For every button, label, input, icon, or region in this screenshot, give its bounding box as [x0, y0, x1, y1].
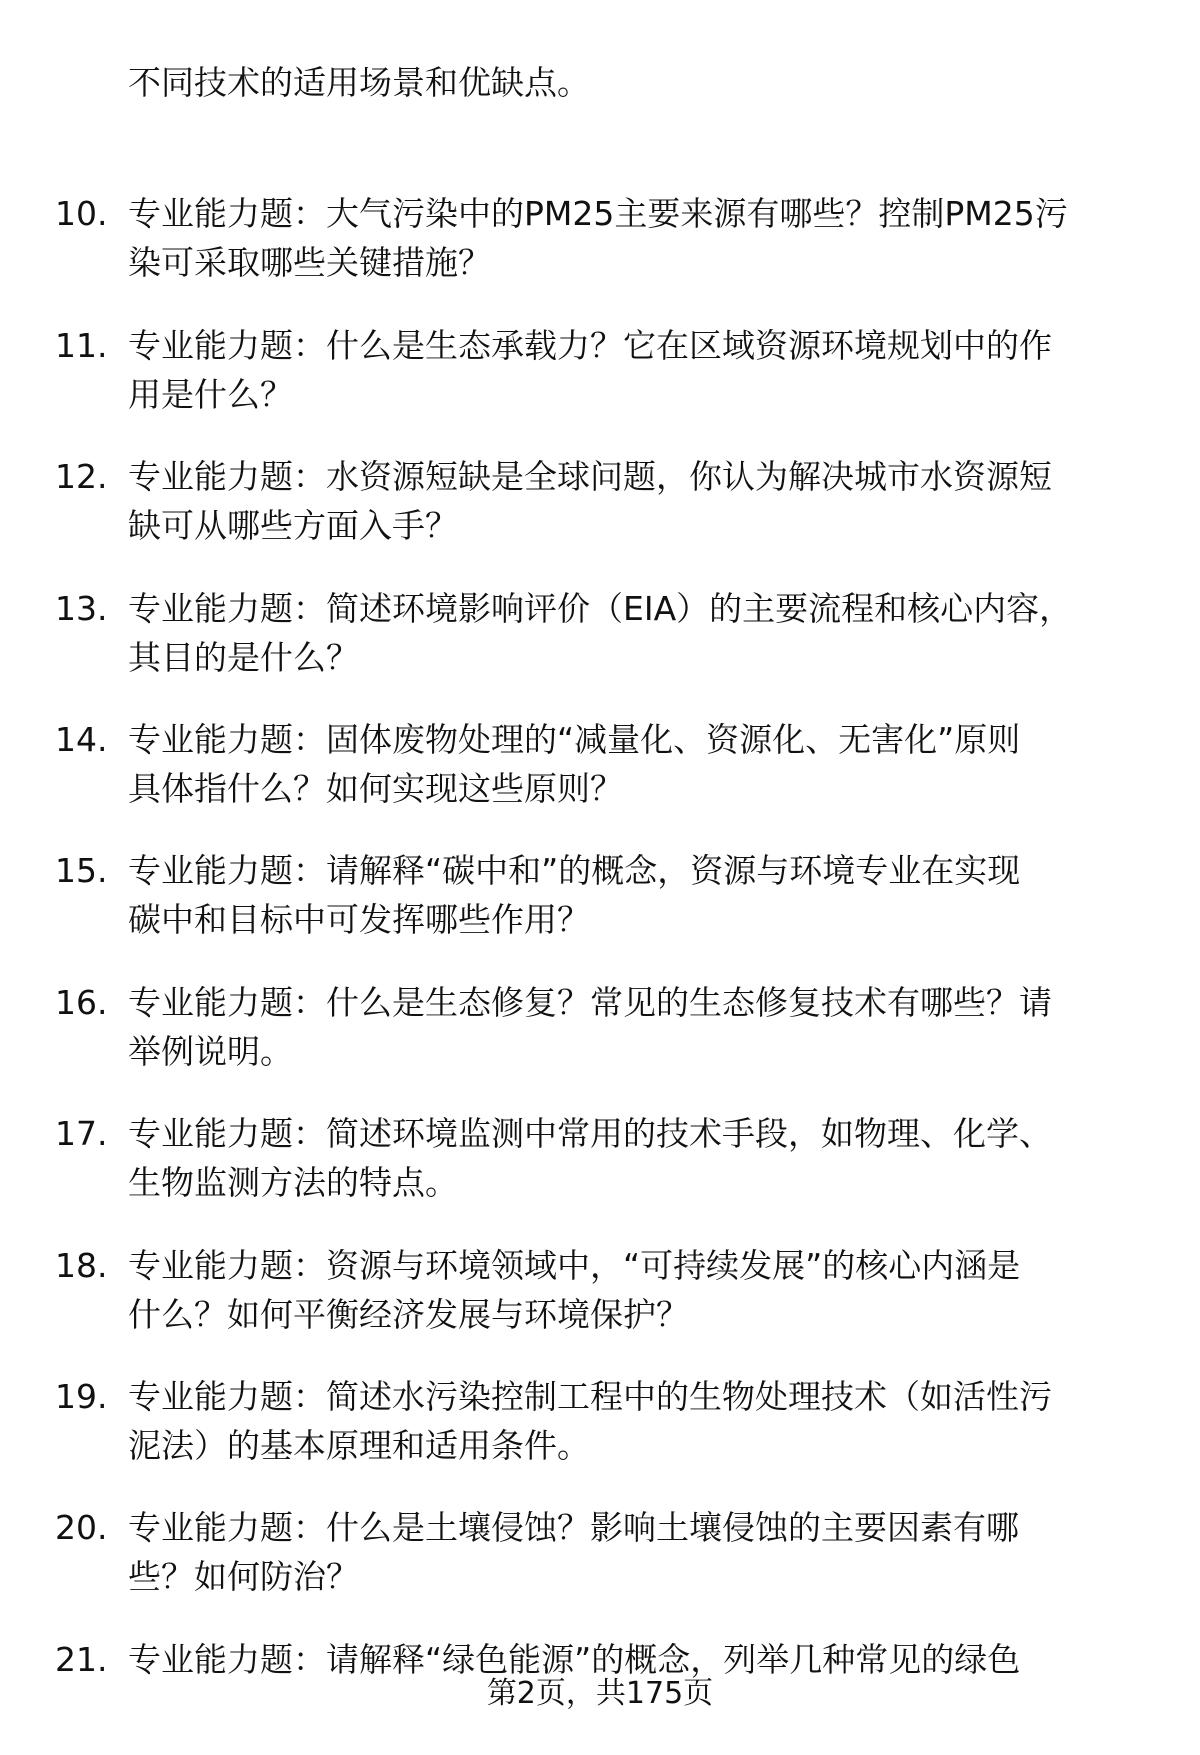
question-item [0, 321, 1200, 419]
question-line: 生物监测方法的特点。 [128, 1163, 458, 1203]
question-item [0, 189, 1200, 287]
question-text [0, 1109, 1200, 1207]
question-line: 专业能力题：大气污染中的PM25主要来源有哪些？控制PM25污 [128, 194, 1068, 234]
question-line: 专业能力题：什么是生态承载力？它在区域资源环境规划中的作 [128, 325, 1052, 365]
question-text [0, 584, 1200, 682]
question-text [0, 321, 1200, 419]
question-number: 16. [55, 982, 108, 1022]
question-line: 专业能力题：简述水污染控制工程中的生物处理技术（如活性污 [128, 1376, 1052, 1416]
question-line: 泥法）的基本原理和适用条件。 [128, 1425, 590, 1465]
question-item [0, 1503, 1200, 1601]
question-text [0, 189, 1200, 287]
question-number: 10. [55, 194, 108, 234]
question-line: 具体指什么？如何实现这些原则？ [128, 768, 623, 808]
question-item [0, 1109, 1200, 1207]
question-line: 专业能力题：什么是土壤侵蚀？影响土壤侵蚀的主要因素有哪 [128, 1508, 1019, 1548]
continuation-text: 不同技术的适用场景和优缺点。 [128, 63, 590, 102]
question-item [0, 1241, 1200, 1339]
question-number: 20. [55, 1508, 108, 1548]
question-item [0, 846, 1200, 944]
question-list [0, 189, 1200, 1683]
question-text [0, 978, 1200, 1076]
question-line: 专业能力题：请解释“碳中和”的概念，资源与环境专业在实现 [128, 851, 1021, 891]
question-line: 专业能力题：什么是生态修复？常见的生态修复技术有哪些？请 [128, 982, 1052, 1022]
question-item [0, 1372, 1200, 1470]
question-number: 15. [55, 851, 108, 891]
question-number: 11. [55, 325, 108, 365]
question-number: 19. [55, 1376, 108, 1416]
question-line: 专业能力题：请解释“绿色能源”的概念，列举几种常见的绿色 [128, 1639, 1021, 1679]
question-line: 缺可从哪些方面入手？ [128, 506, 458, 546]
question-line: 些？如何防治？ [128, 1557, 359, 1597]
question-line: 专业能力题：固体废物处理的“减量化、资源化、无害化”原则 [128, 719, 1021, 759]
question-line: 专业能力题：资源与环境领域中，“可持续发展”的核心内涵是 [128, 1245, 1021, 1285]
question-item [0, 584, 1200, 682]
question-number: 14. [55, 719, 108, 759]
question-line: 什么？如何平衡经济发展与环境保护？ [128, 1294, 689, 1334]
question-text [0, 452, 1200, 550]
question-line: 其目的是什么？ [128, 637, 359, 677]
question-number: 18. [55, 1245, 108, 1285]
question-number: 13. [55, 588, 108, 628]
question-number: 21. [55, 1639, 108, 1679]
question-text [0, 1372, 1200, 1470]
question-item [0, 715, 1200, 813]
question-line: 举例说明。 [128, 1031, 293, 1071]
question-line: 碳中和目标中可发挥哪些作用？ [128, 900, 590, 940]
question-number: 12. [55, 457, 108, 497]
question-text [0, 1241, 1200, 1339]
question-number: 17. [55, 1114, 108, 1154]
question-text [0, 715, 1200, 813]
question-line: 专业能力题：水资源短缺是全球问题，你认为解决城市水资源短 [128, 457, 1052, 497]
question-text [0, 846, 1200, 944]
question-line: 专业能力题：简述环境影响评价（EIA）的主要流程和核心内容， [128, 588, 1073, 628]
page-footer: 第2页，共175页 [486, 1676, 714, 1711]
question-item [0, 978, 1200, 1076]
question-line: 用是什么？ [128, 374, 293, 414]
question-line: 专业能力题：简述环境监测中常用的技术手段，如物理、化学、 [128, 1114, 1052, 1154]
question-line: 染可采取哪些关键措施？ [128, 243, 491, 283]
question-text [0, 1503, 1200, 1601]
question-item [0, 452, 1200, 550]
document-page [0, 58, 1200, 1717]
